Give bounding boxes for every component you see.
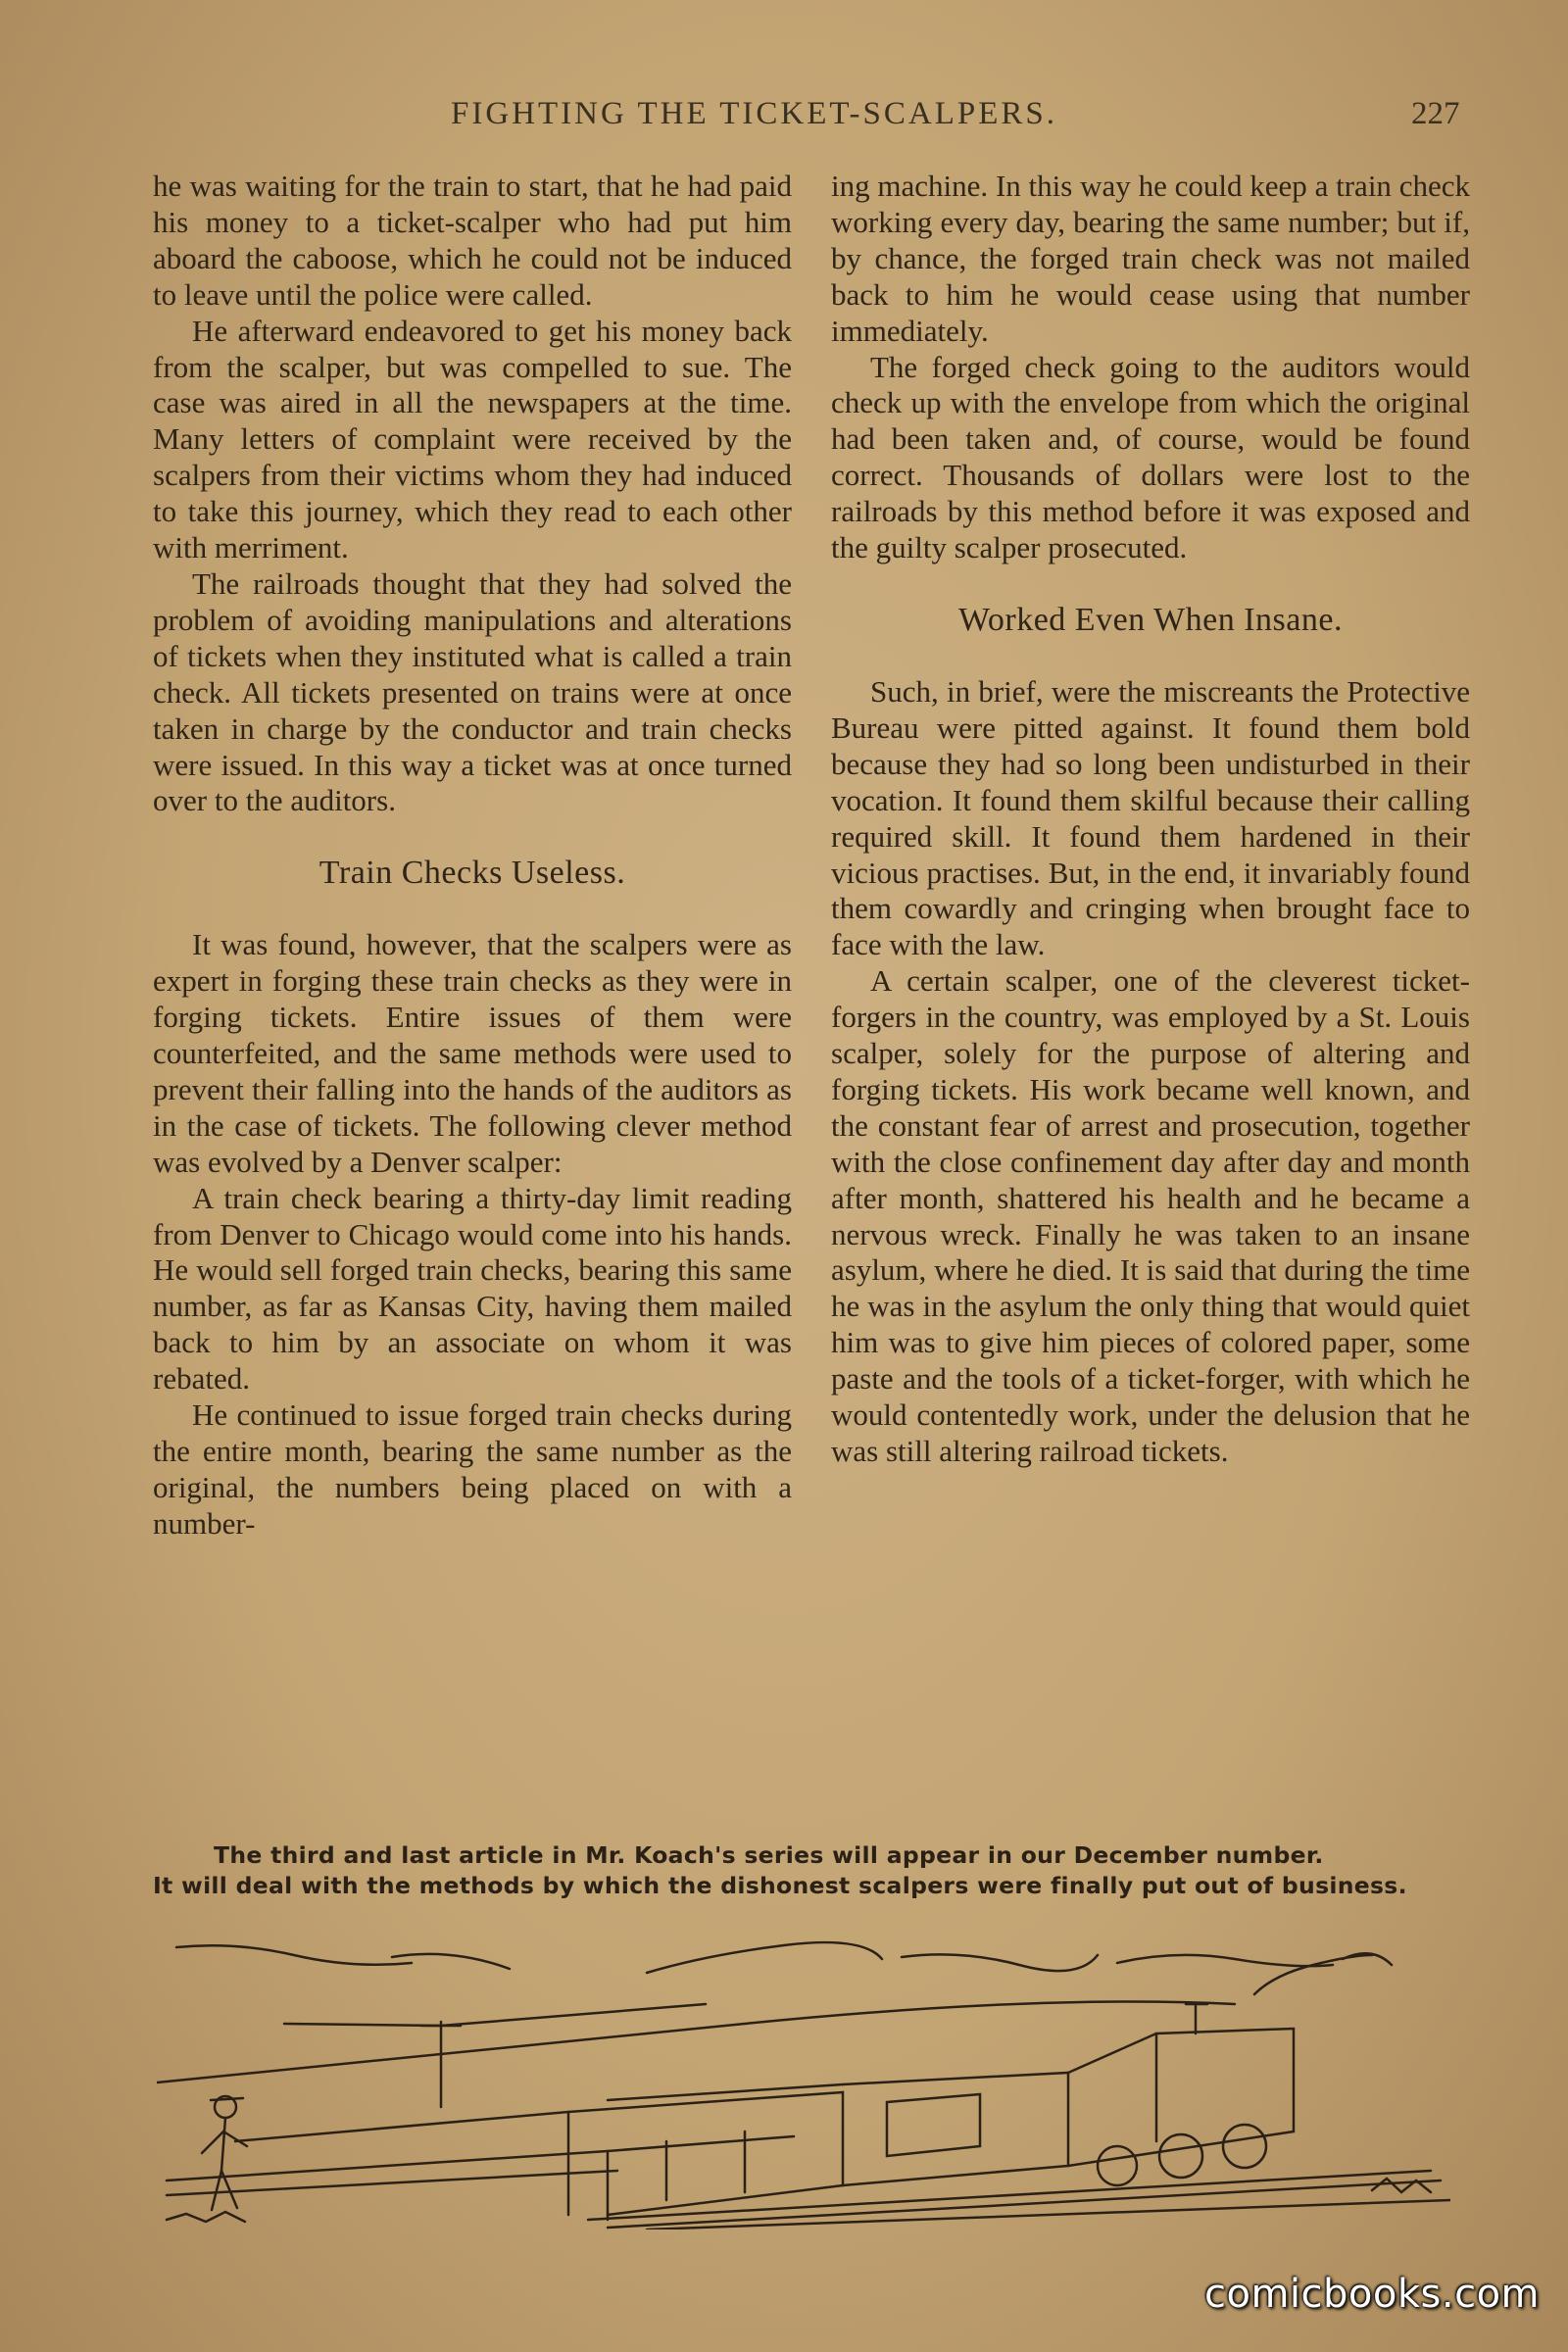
paragraph: A train check bearing a thirty-day limit reading from Denver to Chicago would come into his hands. He would sell forged train checks, bearing this same number, as far as Kansas City, having them mailed back to him by an associate on whom it was rebated.: [153, 1180, 792, 1396]
train-illustration: [157, 1936, 1450, 2230]
series-note-line: It will deal with the methods by which the dishonest scalpers were finally put out of business.: [153, 1872, 1407, 1899]
paragraph: It was found, however, that the scalpers were as expert in forging these train checks as they were in forging tickets. Entire issues of them were counterfeited, and the same methods were used to prevent their falling into the hands of the auditors as in the case of tickets. The following clever method was evolved by a Denver scalper:: [153, 927, 792, 1179]
paragraph: The railroads thought that they had solved the problem of avoiding manipulations and alterations of tickets when they instituted what is called a train check. All tickets presented on trains were at once taken in charge by the conductor and train checks were issued. In this way a ticket was at once turned over to the auditors.: [153, 565, 792, 818]
section-heading: Train Checks Useless.: [318, 855, 626, 892]
section-heading: Worked Even When Insane.: [958, 601, 1343, 638]
left-column: [153, 169, 792, 1543]
paragraph: A certain scalper, one of the cleverest ticket-forgers in the country, was employed by a St. Louis scalper, solely for the purpose of altering and forging tickets. His work became well known, and the constant fear of arrest and prosecution, together with the close confinement day after day and month after month, shattered his health and he became a nervous wreck. Finally he was taken to an insane asylum, where he died. It is said that during the time he was in the asylum the only thing that would quiet him was to give him pieces of colored paper, some paste and the tools of a ticket-forger, with which he would contentedly work, under the delusion that he was still altering railroad tickets.: [831, 963, 1470, 1468]
paragraph: He continued to issue forged train checks during the entire month, bearing the same number as the original, the numbers being placed on with a number-: [153, 1397, 792, 1541]
paragraph: ing machine. In this way he could keep a train check working every day, bearing the same number; but if, by chance, the forged train check was not mailed back to him he would cease using that number immediately.: [831, 169, 1470, 348]
site-watermark: comicbooks.com: [1204, 2272, 1541, 2317]
paragraph: The forged check going to the auditors would check up with the envelope from which the original had been taken and, of course, would be found correct. Thousands of dollars were lost to the railroads by this method before it was exposed and the guilty scalper prosecuted.: [831, 349, 1470, 565]
series-note: [153, 1840, 1466, 1901]
series-note-line: The third and last article in Mr. Koach's series will appear in our December number.: [214, 1841, 1324, 1869]
paragraph: He afterward endeavored to get his money back from the scalper, but was compelled to sue. The case was aired in all the newspapers at the time. Many letters of complaint were received by the scalpers from their victims whom they had induced to take this journey, which they read to each other with merriment.: [153, 313, 792, 565]
right-column: [831, 169, 1470, 1470]
paragraph: Such, in brief, were the miscreants the Protective Bureau were pitted against. It found them bold because they had so long been undisturbed in their vocation. It found them skilful because their calling required skill. It found them hardened in their vicious practises. But, in the end, it invariably found them cowardly and cringing when brought face to face with the law.: [831, 673, 1470, 962]
running-title: FIGHTING THE TICKET-SCALPERS.: [451, 96, 1058, 131]
page-number: 227: [1411, 96, 1460, 131]
paragraph: he was waiting for the train to start, that he had paid his money to a ticket-scalper who had put him aboard the caboose, which he could not be induced to leave until the police were called.: [153, 169, 792, 312]
